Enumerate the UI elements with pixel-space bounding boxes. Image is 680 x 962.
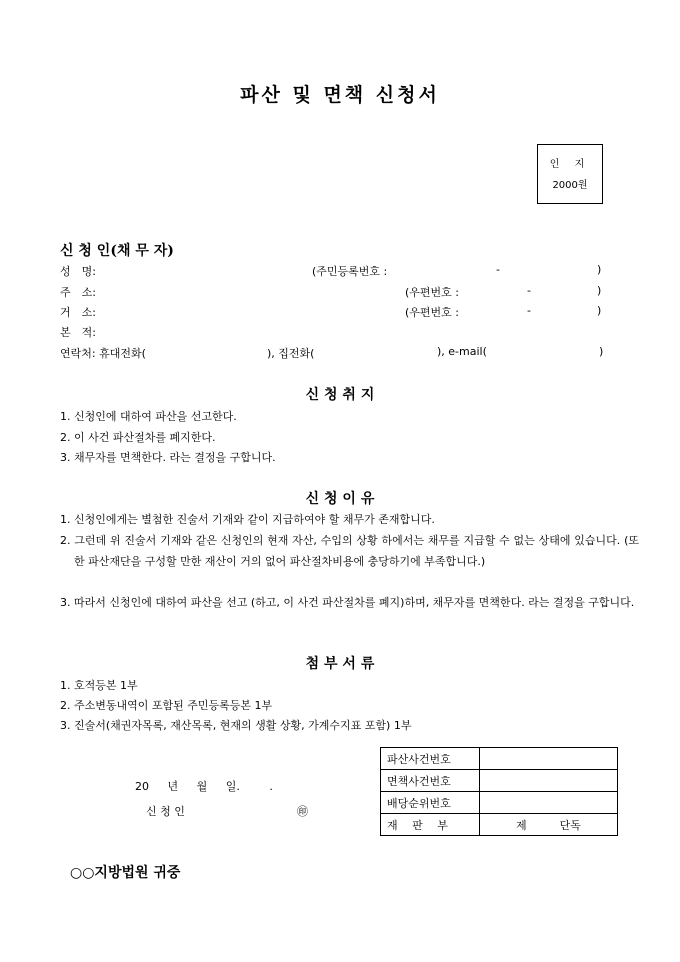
document-title: 파산 및 면책 신청서 (240, 84, 440, 106)
stamp-fee: 2000원 (552, 180, 588, 191)
signer-label: 신 청 인 (146, 805, 185, 818)
address-label: 주 소: (60, 286, 96, 299)
table-row (381, 748, 618, 770)
case-label: 면책사건번호 (381, 770, 480, 792)
attachment-item: 1. 호적등본 1부 (60, 679, 138, 692)
stamp-box (537, 144, 603, 204)
case-label: 파산사건번호 (381, 748, 480, 770)
email-label: ), e-mail( (437, 345, 487, 358)
postal-close-2: ) (597, 304, 602, 317)
seal-mark: ㊞ (297, 805, 308, 818)
postal-label-1: (우편번호 : (405, 286, 459, 299)
postal-close-1: ) (597, 284, 602, 297)
date-line: 20 년 월 일. . (135, 780, 273, 793)
case-value (480, 770, 618, 792)
reasons-heading: 신 청 이 유 (305, 491, 375, 507)
postal-dash-1: - (527, 284, 531, 297)
reason-item: 1. 신청인에게는 별첨한 진술서 기재와 같이 지급하여야 할 채무가 존재합니다. (60, 513, 435, 526)
residence-label: 거 소: (60, 306, 96, 319)
reason-item: 3. 따라서 신청인에 대하여 파산을 선고 (하고, 이 사건 파산절차를 폐지)하며, 채무자를 면책한다. 라는 결정을 구합니다. (60, 596, 635, 609)
attachment-item: 2. 주소변동내역이 포함된 주민등록등본 1부 (60, 699, 273, 712)
court-division-label: 재 판 부 (381, 814, 480, 836)
case-value (480, 748, 618, 770)
contact-close: ) (599, 345, 604, 358)
rrn-dash: - (496, 263, 500, 276)
purpose-item: 1. 신청인에 대하여 파산을 선고한다. (60, 410, 237, 423)
contact-label: 연락처: 휴대전화( (60, 347, 146, 360)
purpose-heading: 신 청 취 지 (305, 387, 375, 403)
court-addressee: ○○지방법원 귀중 (70, 865, 181, 881)
attachments-heading: 첨 부 서 류 (305, 656, 375, 672)
postal-label-2: (우편번호 : (405, 306, 459, 319)
domicile-label: 본 적: (60, 326, 96, 339)
case-label: 배당순위번호 (381, 792, 480, 814)
court-division-value: 제 단독 (480, 814, 618, 836)
stamp-label: 인 지 (549, 159, 591, 170)
rrn-label: (주민등록번호 : (312, 265, 388, 278)
table-row (381, 814, 618, 836)
attachment-item: 3. 진술서(채권자목록, 재산목록, 현재의 생활 상황, 가계수지표 포함) 1부 (60, 719, 412, 732)
purpose-item: 2. 이 사건 파산절차를 폐지한다. (60, 431, 216, 444)
table-row (381, 792, 618, 814)
purpose-item: 3. 채무자를 면책한다. 라는 결정을 구합니다. (60, 451, 276, 464)
reason-item: 2. 그런데 위 진술서 기재와 같은 신청인의 현재 자산, 수입의 상황 하에서는 채무를 지급할 수 없는 상태에 있습니다. (또한 파산재단을 구성할 만한 재산이 거의 없어 파산절차비용에 충당하기에 부족합니다.) (60, 534, 639, 568)
rrn-close: ) (597, 263, 602, 276)
case-value (480, 792, 618, 814)
home-phone-label: ), 집전화( (267, 347, 315, 360)
applicant-heading: 신 청 인(채 무 자) (60, 243, 174, 259)
name-label: 성 명: (60, 265, 96, 278)
table-row (381, 770, 618, 792)
postal-dash-2: - (527, 304, 531, 317)
case-number-table (380, 747, 618, 836)
